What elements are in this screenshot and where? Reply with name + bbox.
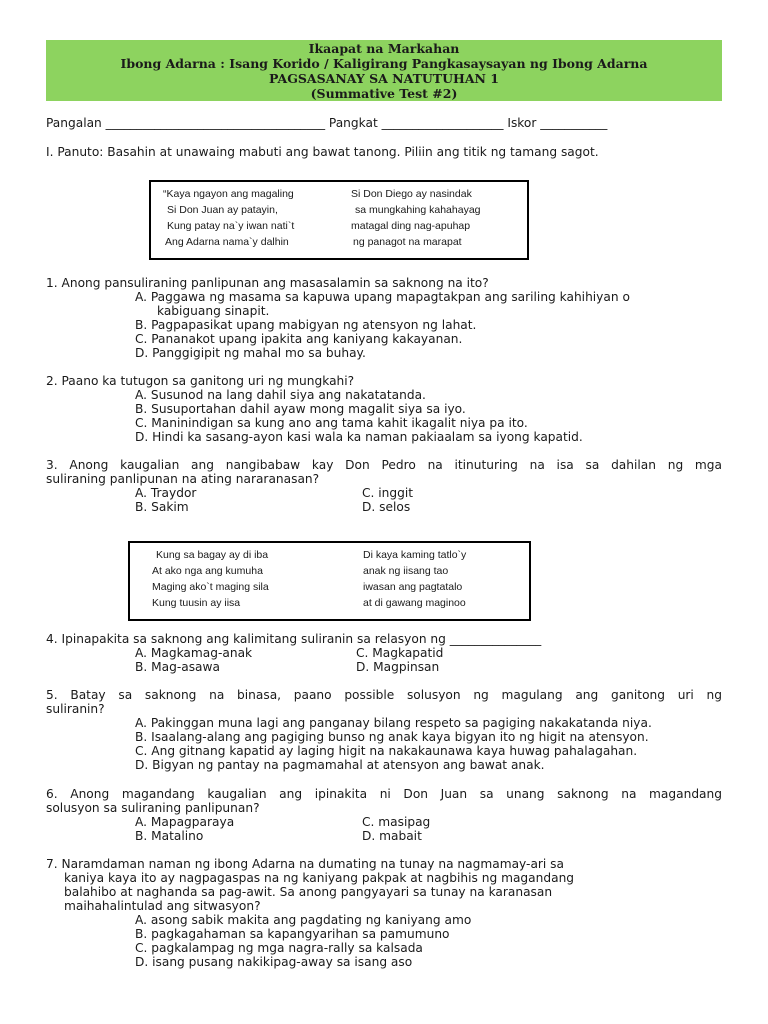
poem1-left-line: Si Don Juan ay patayin,: [167, 204, 278, 216]
poem-box-2: [128, 541, 531, 621]
question-6-stem: 6. Anong magandang kaugalian ang ipinakita ni Don Juan sa unang saknong na magandang: [46, 787, 722, 801]
q4-option-b[interactable]: B. Mag-asawa: [135, 660, 220, 674]
q7-option-c[interactable]: C. pagkalampag ng mga nagra-rally sa kalsada: [135, 941, 423, 955]
question-1-stem: 1. Anong pansuliraning panlipunan ang masasalamin sa saknong na ito?: [46, 276, 489, 290]
poem2-right-line: anak ng iisang tao: [363, 565, 449, 577]
q2-option-c[interactable]: C. Maninindigan sa kung ano ang tama kahit ikagalit niya pa ito.: [135, 416, 528, 430]
header-quarter: Ikaapat na Markahan: [308, 41, 460, 56]
q1-option-a[interactable]: A. Paggawa ng masama sa kapuwa upang mapagtakpan ang sariling kahihiyan o: [135, 290, 630, 304]
score-blank[interactable]: ___________: [540, 116, 608, 130]
poem-box-1: [149, 180, 529, 260]
poem2-right-line: Di kaya kaming tatlo`y: [363, 549, 467, 561]
question-4-stem: 4. Ipinapakita sa saknong ang kalimitang suliranin sa relasyon ng _______________: [46, 632, 542, 646]
poem1-left-line: “Kaya ngayon ang magaling: [163, 188, 294, 200]
poem1-right-line: Si Don Diego ay nasindak: [351, 188, 472, 200]
question-7-stem-cont: balahibo at naghanda sa pag-awit. Sa anong pangyayari sa tunay na karanasan: [64, 885, 553, 899]
test-header: [46, 40, 722, 101]
poem2-right-line: iwasan ang pagtatalo: [363, 581, 463, 593]
q4-option-c[interactable]: C. Magkapatid: [356, 646, 444, 660]
q6-option-b[interactable]: B. Matalino: [135, 829, 204, 843]
q7-option-b[interactable]: B. pagkagahaman sa kapangyarihan sa pamumuno: [135, 927, 450, 941]
question-5-stem-cont: suliranin?: [46, 702, 105, 716]
name-blank[interactable]: ____________________________________: [105, 116, 326, 130]
poem1-right-line: sa mungkahing kahahayag: [355, 204, 481, 216]
q1-option-a-cont: kabiguang sinapit.: [157, 304, 270, 318]
question-7-stem: 7. Naramdaman naman ng ibong Adarna na dumating na tunay na nagmamay-ari sa: [46, 857, 564, 871]
section-label: Pangkat: [328, 116, 378, 130]
poem2-left-line: At ako nga ang kumuha: [152, 565, 263, 577]
header-subtitle: (Summative Test #2): [310, 86, 458, 101]
section-blank[interactable]: ____________________: [381, 116, 504, 130]
poem2-left-line: Maging ako`t maging sila: [152, 581, 269, 593]
header-title: PAGSASANAY SA NATUTUHAN 1: [269, 71, 499, 86]
q5-option-a[interactable]: A. Pakinggan muna lagi ang panganay bilang respeto sa pagiging nakakatanda niya.: [135, 716, 652, 730]
q5-option-b[interactable]: B. Isaalang-alang ang pagiging bunso ng anak kaya bigyan ito ng higit na atensyon.: [135, 730, 649, 744]
poem1-right-line: matagal ding nag-apuhap: [351, 220, 471, 232]
q2-option-d[interactable]: D. Hindi ka sasang-ayon kasi wala ka naman pakiaalam sa iyong kapatid.: [135, 430, 583, 444]
poem1-left-line: Kung patay na`y iwan nati`t: [167, 220, 295, 232]
name-label: Pangalan: [46, 116, 102, 130]
header-subject: Ibong Adarna : Isang Korido / Kaligirang Pangkasaysayan ng Ibong Adarna: [120, 56, 648, 71]
q7-option-d[interactable]: D. isang pusang nakikipag-away sa isang aso: [135, 955, 413, 969]
q2-option-a[interactable]: A. Susunod na lang dahil siya ang nakatatanda.: [135, 388, 426, 402]
question-7-stem-cont: kaniya kaya ito ay nagpagaspas na ng kaniyang pakpak at nagbihis ng magandang: [64, 871, 575, 885]
q3-option-c[interactable]: C. inggit: [362, 486, 414, 500]
question-6-stem-cont: solusyon sa suliraning panlipunan?: [46, 801, 260, 815]
q5-option-d[interactable]: D. Bigyan ng pantay na pagmamahal at atensyon ang bawat anak.: [135, 758, 545, 772]
q1-option-d[interactable]: D. Panggigipit ng mahal mo sa buhay.: [135, 346, 366, 360]
q4-option-a[interactable]: A. Magkamag-anak: [135, 646, 253, 660]
q6-option-d[interactable]: D. mabait: [362, 829, 422, 843]
q3-option-b[interactable]: B. Sakim: [135, 500, 189, 514]
q5-option-c[interactable]: C. Ang gitnang kapatid ay laging higit na nakakaunawa kaya huwag pahalagahan.: [135, 744, 638, 758]
q6-option-a[interactable]: A. Mapagparaya: [135, 815, 235, 829]
student-info-line: [46, 116, 607, 130]
question-3-stem: 3. Anong kaugalian ang nangibabaw kay Don Pedro na itinuturing na isa sa dahilan ng mga: [46, 458, 722, 472]
q7-option-a[interactable]: A. asong sabik makita ang pagdating ng kaniyang amo: [135, 913, 472, 927]
score-label: Iskor: [507, 116, 537, 130]
question-2-stem: 2. Paano ka tutugon sa ganitong uri ng mungkahi?: [46, 374, 355, 388]
poem2-right-line: at di gawang maginoo: [363, 597, 466, 609]
question-5-stem: 5. Batay sa saknong na binasa, paano possible solusyon ng magulang ang ganitong uri ng: [46, 688, 722, 702]
poem1-left-line: Ang Adarna nama`y dalhin: [165, 236, 289, 248]
q6-option-c[interactable]: C. masipag: [362, 815, 431, 829]
q1-option-c[interactable]: C. Pananakot upang ipakita ang kaniyang kakayanan.: [135, 332, 463, 346]
question-3-stem-cont: suliraning panlipunan na ating nararanasan?: [46, 472, 320, 486]
q3-option-d[interactable]: D. selos: [362, 500, 411, 514]
question-7-stem-cont: maihahalintulad ang sitwasyon?: [64, 899, 261, 913]
poem2-left-line: Kung tuusin ay iisa: [152, 597, 241, 609]
q3-option-a[interactable]: A. Traydor: [135, 486, 197, 500]
q2-option-b[interactable]: B. Susuportahan dahil ayaw mong magalit siya sa iyo.: [135, 402, 466, 416]
q1-option-b[interactable]: B. Pagpapasikat upang mabigyan ng atensyon ng lahat.: [135, 318, 477, 332]
q4-option-d[interactable]: D. Magpinsan: [356, 660, 440, 674]
poem1-right-line: ng panagot na marapat: [353, 236, 462, 248]
instructions: I. Panuto: Basahin at unawaing mabuti ang bawat tanong. Piliin ang titik ng tamang sagot.: [46, 145, 599, 159]
poem2-left-line: Kung sa bagay ay di iba: [156, 549, 269, 561]
